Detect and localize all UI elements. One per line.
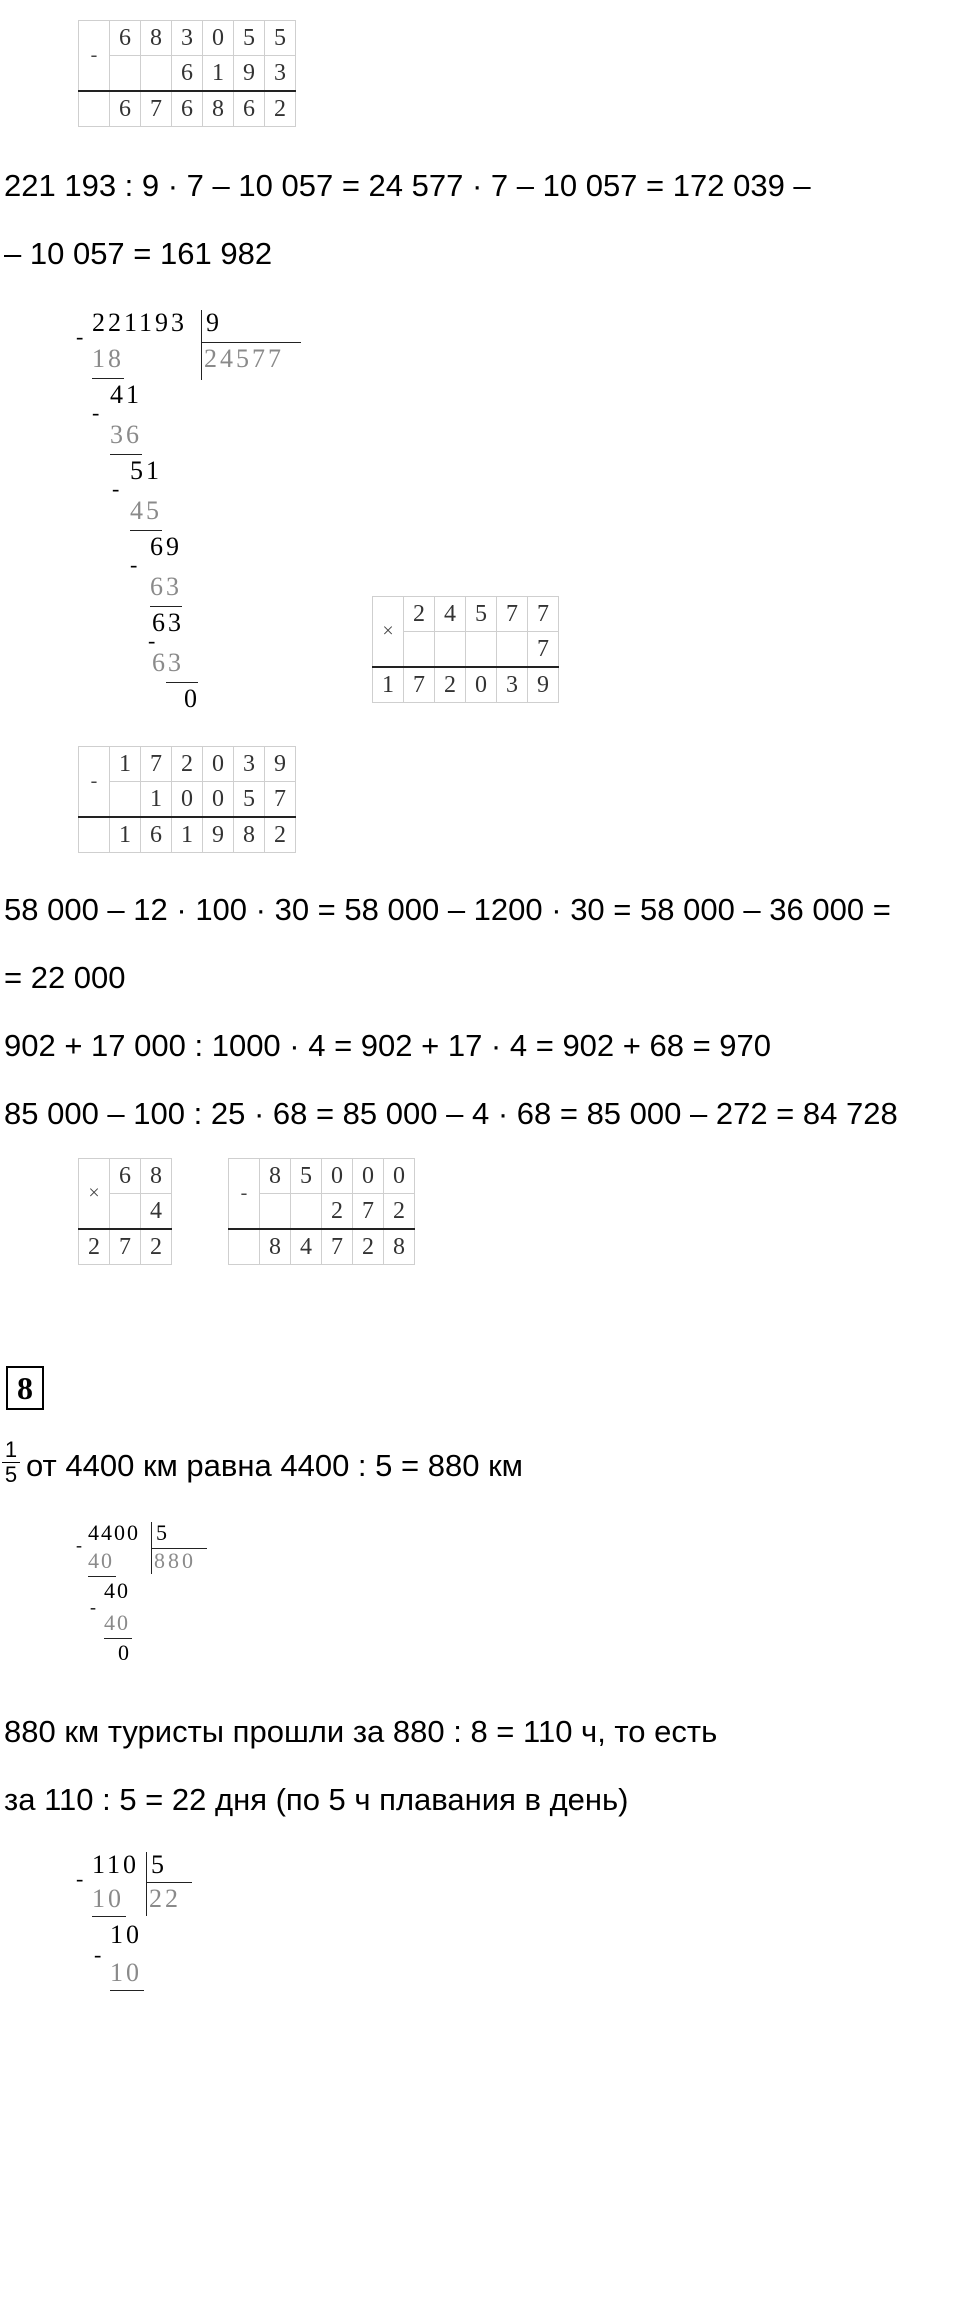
- digit-cell: [435, 632, 466, 668]
- equation-line: 880 км туристы прошли за 880 : 8 = 110 ч, то есть: [4, 1714, 718, 1749]
- task-number: 8: [6, 1366, 44, 1410]
- digit-cell: 6: [110, 1159, 141, 1194]
- minus-sign: -: [79, 21, 110, 92]
- digit-cell: 0: [203, 782, 234, 818]
- digit-cell: 8: [260, 1159, 291, 1194]
- digit-cell: [141, 56, 172, 92]
- digit-cell: 7: [353, 1194, 384, 1230]
- division-bar: [201, 310, 202, 380]
- result-cell: 7: [322, 1229, 353, 1265]
- equation-line: – 10 057 = 161 982: [4, 236, 273, 271]
- digit-cell: 5: [291, 1159, 322, 1194]
- digit-cell: [110, 56, 141, 92]
- multiplication-grid-1: [372, 596, 559, 703]
- remainder: 41: [110, 380, 142, 409]
- dividend: 4400: [88, 1520, 140, 1545]
- digit-cell: 1: [110, 747, 141, 782]
- step-line: [130, 530, 162, 531]
- step-line: [166, 682, 198, 683]
- remainder: 0: [118, 1640, 129, 1665]
- step-line: [150, 606, 182, 607]
- division-bar: [146, 1852, 147, 1916]
- remainder: 51: [130, 456, 162, 485]
- fraction: [2, 1438, 20, 1487]
- digit-cell: 9: [234, 56, 265, 92]
- step-line: [92, 378, 124, 379]
- times-sign: ×: [79, 1159, 110, 1230]
- quotient-line: [146, 1882, 192, 1883]
- minus-sign: -: [79, 747, 110, 818]
- digit-cell: 9: [265, 747, 296, 782]
- result-cell: 2: [141, 1229, 172, 1265]
- result-cell: 9: [528, 667, 559, 703]
- empty-cell: [79, 91, 110, 127]
- result-cell: 8: [260, 1229, 291, 1265]
- subtrahend: 36: [110, 420, 142, 449]
- digit-cell: 7: [528, 597, 559, 632]
- digit-cell: 0: [384, 1159, 415, 1194]
- digit-cell: 8: [141, 21, 172, 56]
- digit-cell: 0: [353, 1159, 384, 1194]
- subtraction-grid-3: [228, 1158, 415, 1265]
- result-cell: 6: [141, 817, 172, 853]
- digit-cell: 7: [141, 747, 172, 782]
- quotient: 22: [149, 1884, 181, 1913]
- dividend: 221193: [92, 308, 188, 337]
- digit-cell: 0: [203, 747, 234, 782]
- long-division-3: [76, 1850, 276, 2000]
- digit-cell: 5: [265, 21, 296, 56]
- result-cell: 6: [234, 91, 265, 127]
- result-cell: 2: [435, 667, 466, 703]
- minus-sign: -: [76, 1866, 84, 1891]
- empty-cell: [229, 1229, 260, 1265]
- digit-cell: 2: [384, 1194, 415, 1230]
- result-cell: 1: [373, 667, 404, 703]
- digit-cell: 5: [234, 782, 265, 818]
- digit-cell: 2: [322, 1194, 353, 1230]
- subtraction-grid-1: [78, 20, 296, 127]
- remainder: 69: [150, 532, 182, 561]
- minus-sign: -: [92, 400, 100, 425]
- step-line: [110, 1990, 144, 1991]
- divisor: 9: [206, 308, 219, 337]
- digit-cell: [404, 632, 435, 668]
- result-cell: 2: [353, 1229, 384, 1265]
- remainder: 63: [152, 608, 184, 637]
- result-cell: 3: [497, 667, 528, 703]
- quotient: 24577: [204, 344, 284, 373]
- minus-sign: -: [76, 324, 84, 349]
- minus-sign: -: [130, 552, 138, 577]
- digit-cell: [260, 1194, 291, 1230]
- digit-cell: 7: [528, 632, 559, 668]
- subtrahend: 63: [152, 648, 184, 677]
- empty-cell: [79, 817, 110, 853]
- fraction-numerator: 1: [2, 1438, 20, 1463]
- result-cell: 2: [265, 91, 296, 127]
- result-cell: 7: [404, 667, 435, 703]
- subtrahend: 40: [88, 1548, 114, 1573]
- dividend: 110: [92, 1850, 140, 1879]
- divisor: 5: [156, 1520, 167, 1545]
- minus-sign: -: [90, 1597, 96, 1617]
- result-cell: 9: [203, 817, 234, 853]
- minus-sign: -: [76, 1535, 82, 1555]
- equation-line: 221 193 : 9 · 7 – 10 057 = 24 577 · 7 – 10 057 = 172 039 –: [4, 168, 811, 203]
- step-line: [92, 1916, 126, 1917]
- digit-cell: 0: [322, 1159, 353, 1194]
- minus-sign: -: [94, 1942, 102, 1967]
- subtraction-grid-2: [78, 746, 296, 853]
- remainder: 10: [110, 1920, 142, 1949]
- subtrahend: 45: [130, 496, 162, 525]
- divisor: 5: [151, 1850, 164, 1879]
- digit-cell: 8: [141, 1159, 172, 1194]
- result-cell: 2: [79, 1229, 110, 1265]
- long-division-1: [76, 308, 316, 718]
- minus-sign: -: [229, 1159, 260, 1230]
- quotient-line: [201, 342, 301, 343]
- quotient: 880: [154, 1548, 196, 1573]
- remainder: 40: [104, 1578, 130, 1603]
- equation-line: 85 000 – 100 : 25 · 68 = 85 000 – 4 · 68 = 85 000 – 272 = 84 728: [4, 1096, 898, 1131]
- result-cell: 7: [141, 91, 172, 127]
- result-cell: 1: [172, 817, 203, 853]
- minus-sign: -: [148, 628, 156, 653]
- digit-cell: 1: [203, 56, 234, 92]
- digit-cell: [110, 782, 141, 818]
- equation-line: 902 + 17 000 : 1000 · 4 = 902 + 17 · 4 = 902 + 68 = 970: [4, 1028, 772, 1063]
- digit-cell: 4: [435, 597, 466, 632]
- long-division-2: [76, 1520, 276, 1690]
- result-cell: 0: [466, 667, 497, 703]
- multiplication-grid-2: [78, 1158, 172, 1265]
- minus-sign: -: [112, 476, 120, 501]
- digit-cell: 0: [203, 21, 234, 56]
- equation-line: 58 000 – 12 · 100 · 30 = 58 000 – 1200 · 30 = 58 000 – 36 000 =: [4, 892, 891, 927]
- digit-cell: 6: [172, 56, 203, 92]
- step-line: [110, 454, 142, 455]
- subtrahend: 10: [92, 1884, 124, 1913]
- digit-cell: 0: [172, 782, 203, 818]
- step-line: [104, 1638, 132, 1639]
- digit-cell: 5: [466, 597, 497, 632]
- digit-cell: [110, 1194, 141, 1230]
- digit-cell: 2: [172, 747, 203, 782]
- digit-cell: [497, 632, 528, 668]
- digit-cell: 3: [265, 56, 296, 92]
- digit-cell: 4: [141, 1194, 172, 1230]
- digit-cell: [291, 1194, 322, 1230]
- subtrahend: 18: [92, 344, 124, 373]
- digit-cell: 3: [234, 747, 265, 782]
- remainder: 0: [184, 684, 197, 713]
- result-cell: 2: [265, 817, 296, 853]
- times-sign: ×: [373, 597, 404, 668]
- digit-cell: 5: [234, 21, 265, 56]
- equation-line: за 110 : 5 = 22 дня (по 5 ч плавания в день): [4, 1782, 629, 1817]
- step-line: [88, 1576, 116, 1577]
- digit-cell: 3: [172, 21, 203, 56]
- digit-cell: 6: [110, 21, 141, 56]
- result-cell: 6: [110, 91, 141, 127]
- result-cell: 7: [110, 1229, 141, 1265]
- result-cell: 6: [172, 91, 203, 127]
- result-cell: 4: [291, 1229, 322, 1265]
- result-cell: 8: [234, 817, 265, 853]
- equation-line: = 22 000: [4, 960, 126, 995]
- subtrahend: 10: [110, 1958, 142, 1987]
- result-cell: 8: [384, 1229, 415, 1265]
- result-cell: 1: [110, 817, 141, 853]
- fraction-denominator: 5: [4, 1462, 18, 1487]
- digit-cell: 2: [404, 597, 435, 632]
- digit-cell: 1: [141, 782, 172, 818]
- digit-cell: 7: [265, 782, 296, 818]
- equation-line: от 4400 км равна 4400 : 5 = 880 км: [26, 1448, 523, 1483]
- subtrahend: 40: [104, 1610, 130, 1635]
- result-cell: 8: [203, 91, 234, 127]
- digit-cell: 7: [497, 597, 528, 632]
- subtrahend: 63: [150, 572, 182, 601]
- digit-cell: [466, 632, 497, 668]
